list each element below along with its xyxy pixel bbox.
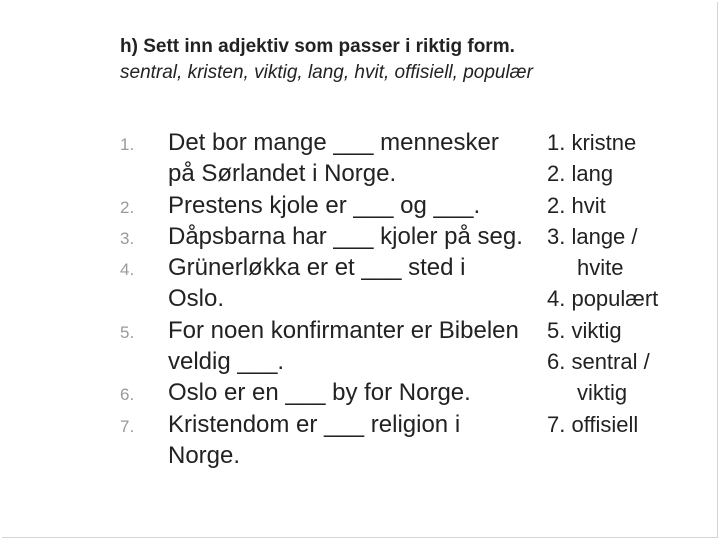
exercise-header: [120, 34, 700, 86]
answer-line: 1. kristne: [547, 130, 637, 155]
task-number: 1.: [120, 135, 135, 154]
exercise-title: h) Sett inn adjektiv som passer i riktig form.: [120, 36, 515, 57]
task-item: [120, 127, 550, 190]
task-line: Prestens kjole er ___ og ___.: [168, 191, 481, 219]
task-line: Norge.: [168, 441, 241, 469]
answer-list: [547, 127, 717, 440]
task-line: Dåpsbarna har ___ kjoler på seg.: [168, 222, 523, 250]
task-line: Det bor mange ___ mennesker: [168, 129, 499, 156]
answer-line: 6. sentral /: [547, 349, 650, 375]
task-item: [120, 190, 550, 221]
task-line: Grünerløkka er et ___ sted i: [168, 254, 466, 282]
answer-line: 4. populært: [547, 286, 659, 312]
task-item: [120, 252, 550, 315]
task-number: 5.: [120, 322, 135, 342]
answer-line: 2. hvit: [547, 192, 606, 218]
answer-line: viktig: [577, 380, 628, 406]
task-number: 7.: [120, 416, 135, 436]
task-item: [120, 315, 550, 378]
task-line: veldig ___.: [168, 348, 285, 376]
task-number: 3.: [120, 228, 135, 248]
answer-line: 7. offisiell: [547, 411, 639, 437]
task-line: Kristendom er ___ religion i: [168, 410, 461, 438]
task-number: 4.: [120, 260, 135, 280]
task-line: Oslo er en ___ by for Norge.: [168, 379, 471, 407]
answer-line: 3. lange /: [547, 223, 638, 249]
answer-line: 5. viktig: [547, 317, 622, 343]
task-item: [120, 377, 550, 408]
word-bank: sentral, kristen, viktig, lang, hvit, offisiell, populær: [120, 62, 533, 83]
answer-line: 2. lang: [547, 161, 614, 187]
task-item: [120, 221, 550, 252]
task-line: Oslo.: [168, 285, 225, 313]
task-line: på Sørlandet i Norge.: [168, 160, 397, 188]
task-number: 2.: [120, 197, 135, 217]
task-list: [120, 127, 550, 471]
task-item: [120, 409, 550, 472]
task-number: 6.: [120, 385, 135, 405]
task-line: For noen konfirmanter er Bibelen: [168, 316, 519, 344]
answer-line: hvite: [577, 255, 624, 281]
